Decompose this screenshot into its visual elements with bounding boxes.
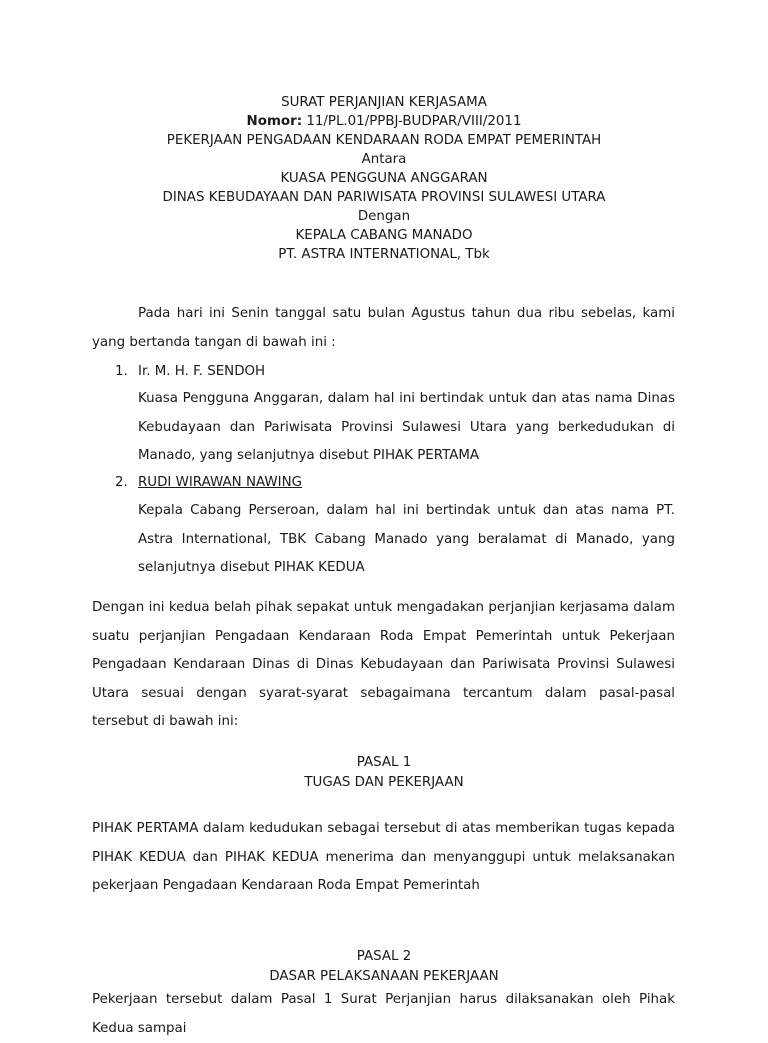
- work-title: PEKERJAAN PENGADAAN KENDARAAN RODA EMPAT PEMERINTAH: [166, 133, 602, 148]
- party-1-description: Kuasa Pengguna Anggaran, dalam hal ini bertindak untuk dan atas nama Dinas Kebudayaan dan Pariwisata Provinsi Sulawesi Utara yang berkedudukan di Manado, yang selanjutnya disebut PIHAK PERTAMA: [138, 391, 675, 463]
- pasal-2-heading: PASAL 2: [356, 949, 412, 964]
- pasal-2-text-clip: [92, 986, 675, 1036]
- agreement-paragraph: Dengan ini kedua belah pihak sepakat untuk mengadakan perjanjian kerjasama dalam suatu perjanjian Pengadaan Kendaraan Roda Empat Pemerintah untuk Pekerjaan Pengadaan Kendaraan Dinas di Dinas Kebudayaan dan Pariwisata Provinsi Sulawesi Utara sesuai dengan syarat-syarat sebagaimana tercantum dalam pasal-pasal tersebut di bawah ini:: [92, 600, 675, 729]
- party2-title: KEPALA CABANG MANADO: [295, 228, 473, 243]
- number-label: Nomor:: [246, 114, 303, 129]
- party1-office: DINAS KEBUDAYAAN DAN PARIWISATA PROVINSI SULAWESI UTARA: [162, 190, 606, 205]
- intro-paragraph: Pada hari ini Senin tanggal satu bulan Agustus tahun dua ribu sebelas, kami yang bertanda tangan di bawah ini :: [92, 306, 675, 350]
- party-2-description: Kepala Cabang Perseroan, dalam hal ini bertindak untuk dan atas nama PT. Astra International, TBK Cabang Manado yang beralamat di Manado, yang selanjutnya disebut PIHAK KEDUA: [138, 503, 675, 575]
- party-1-number: 1.: [115, 364, 128, 379]
- with-label: Dengan: [357, 209, 411, 224]
- number-value: 11/PL.01/PPBJ-BUDPAR/VIII/2011: [302, 114, 522, 129]
- party-1-name: Ir. M. H. F. SENDOH: [138, 364, 266, 379]
- document-number: [0, 112, 768, 131]
- pasal-1-title: TUGAS DAN PEKERJAAN: [304, 775, 464, 790]
- document-title: SURAT PERJANJIAN KERJASAMA: [281, 95, 487, 110]
- party-2-number: 2.: [115, 475, 128, 490]
- pasal-2-text: Pekerjaan tersebut dalam Pasal 1 Surat Perjanjian harus dilaksanakan oleh Pihak Kedua sampai: [92, 992, 675, 1036]
- pasal-1-heading: PASAL 1: [356, 755, 412, 770]
- pasal-2-title: DASAR PELAKSANAAN PEKERJAAN: [269, 969, 499, 984]
- pasal-1-text: PIHAK PERTAMA dalam kedudukan sebagai tersebut di atas memberikan tugas kepada PIHAK KEDUA dan PIHAK KEDUA menerima dan menyanggupi untuk melaksanakan pekerjaan Pengadaan Kendaraan Roda Empat Pemerintah: [92, 821, 675, 893]
- between-label: Antara: [361, 152, 407, 167]
- document-header: [0, 93, 768, 264]
- party1-title: KUASA PENGGUNA ANGGARAN: [280, 171, 488, 186]
- party2-company: PT. ASTRA INTERNATIONAL, Tbk: [278, 247, 490, 262]
- party-2-name: RUDI WIRAWAN NAWING: [138, 475, 302, 490]
